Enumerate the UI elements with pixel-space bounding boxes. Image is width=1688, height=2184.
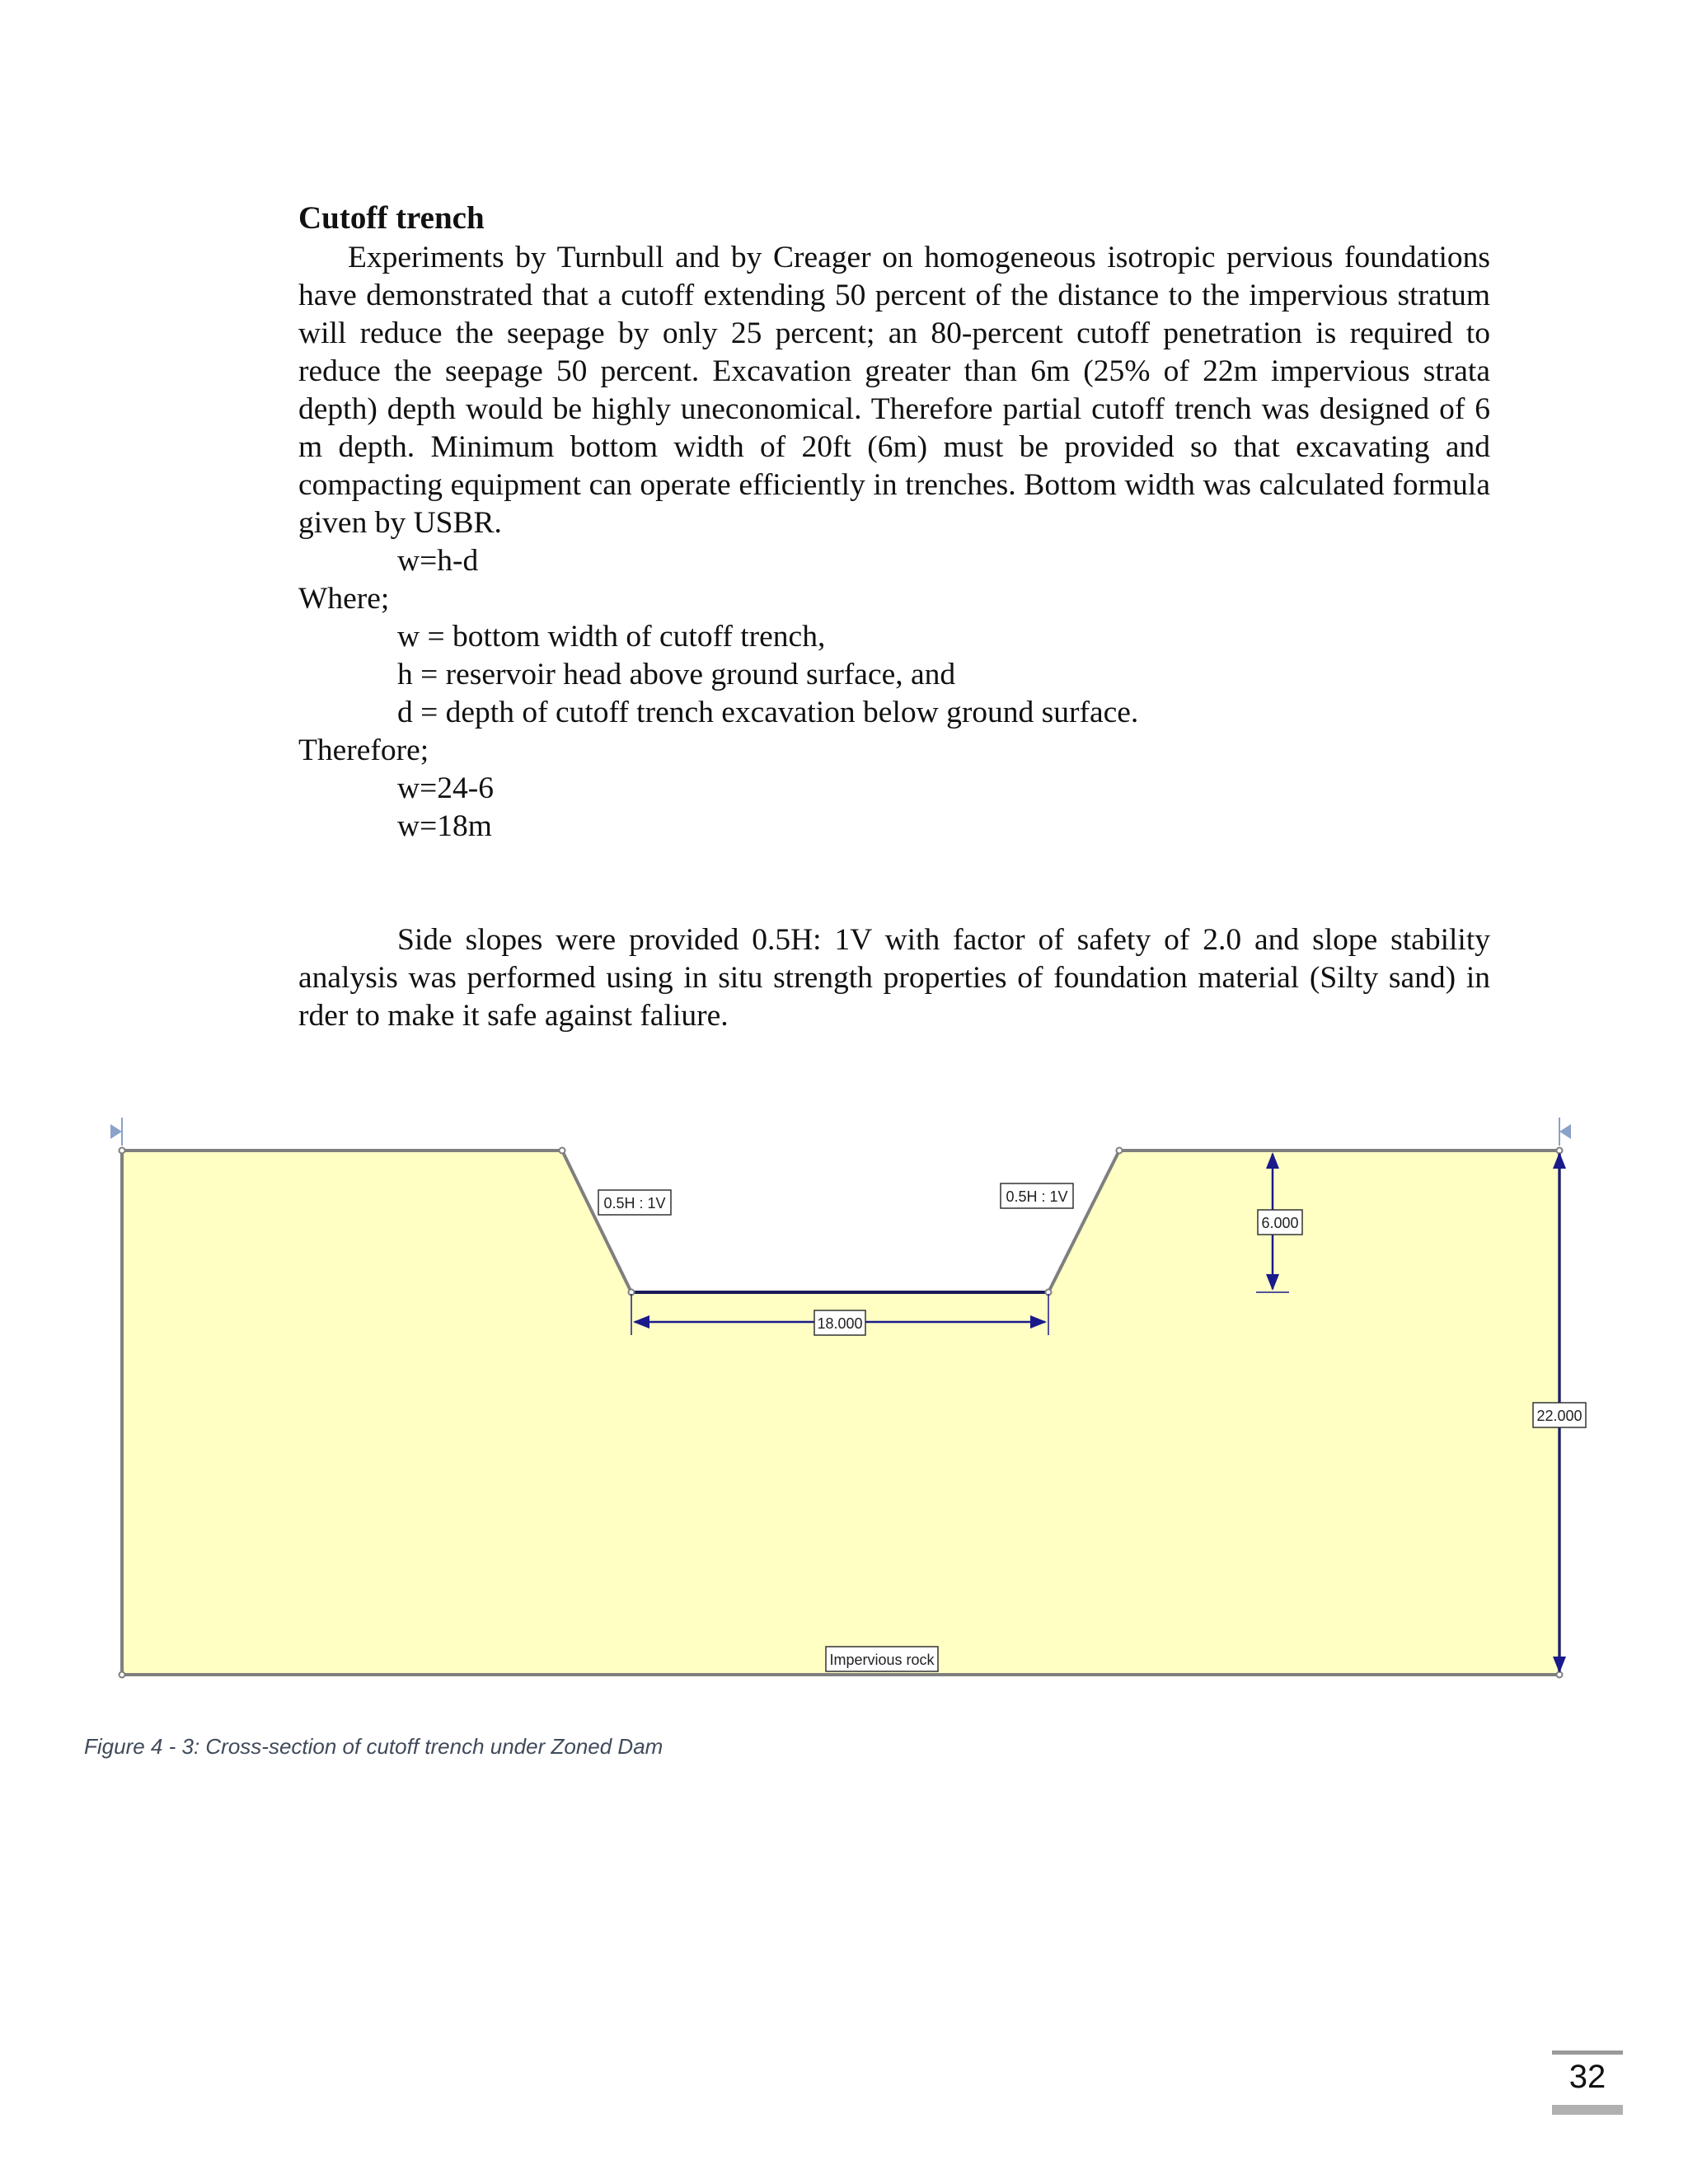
slope-label-right-text: 0.5H : 1V: [1006, 1188, 1068, 1205]
total-depth-label: [1533, 1403, 1586, 1427]
slope-label-left-text: 0.5H : 1V: [603, 1195, 666, 1212]
paragraph-cutoff-intro: Experiments by Turnbull and by Creager on homogeneous isotropic pervious foundations have demonstrated that a cutoff extending 50 percent of the distance to the impervious stratum will reduce the seepage by only 25 percent; an 80-percent cutoff penetration is required to reduce the seepage 50 percent. Excavation greater than 6m (25% of 22m impervious strata depth) depth would be highly uneconomical. Therefore partial cutoff trench was designed of 6 m depth. Minimum bottom width of 20ft (6m) must be provided so that excavating and compacting equipment can operate efficiently in trenches. Bottom width was calculated formula given by USBR.: [298, 241, 1490, 540]
calculation-line-2: w=18m: [397, 809, 492, 843]
trench-depth-label: [1258, 1210, 1302, 1235]
figure-caption: Figure 4 - 3: Cross-section of cutoff trench under Zoned Dam: [84, 1734, 663, 1759]
therefore-label: Therefore;: [298, 733, 429, 767]
formula-line: w=h-d: [397, 544, 479, 578]
impervious-rock-label-text: Impervious rock: [829, 1652, 935, 1668]
page-number-bottom-rule: [1552, 2105, 1623, 2115]
paragraph-side-slopes: Side slopes were provided 0.5H: 1V with factor of safety of 2.0 and slope stability analysis was performed using in situ strength properties of foundation material (Silty sand) in rder to make it safe against faliure.: [298, 923, 1490, 1033]
cross-section-figure: [0, 1104, 1688, 1698]
trench-depth-label-text: 6.000: [1261, 1215, 1299, 1231]
calculation-line-1: w=24-6: [397, 771, 494, 805]
extent-markers: [110, 1118, 1571, 1146]
bottom-width-label: [814, 1310, 865, 1335]
slope-label-left: [598, 1190, 671, 1215]
definition-h: h = reservoir head above ground surface, and: [397, 658, 956, 691]
total-depth-label-text: 22.000: [1536, 1408, 1582, 1424]
bottom-width-label-text: 18.000: [817, 1315, 863, 1332]
text-block: [298, 198, 1490, 1035]
where-label: Where;: [298, 582, 390, 616]
definition-w: w = bottom width of cutoff trench,: [397, 620, 826, 654]
page-number-top-rule: [1552, 2050, 1623, 2055]
impervious-rock-label: [826, 1647, 938, 1671]
definition-d: d = depth of cutoff trench excavation below ground surface.: [397, 696, 1139, 729]
section-heading: Cutoff trench: [298, 200, 485, 236]
slope-label-right: [1001, 1183, 1073, 1208]
cross-section-diagram: [0, 1104, 1688, 1698]
soil-section-fill: [122, 1151, 1559, 1675]
page-number: 32: [1568, 2059, 1606, 2095]
